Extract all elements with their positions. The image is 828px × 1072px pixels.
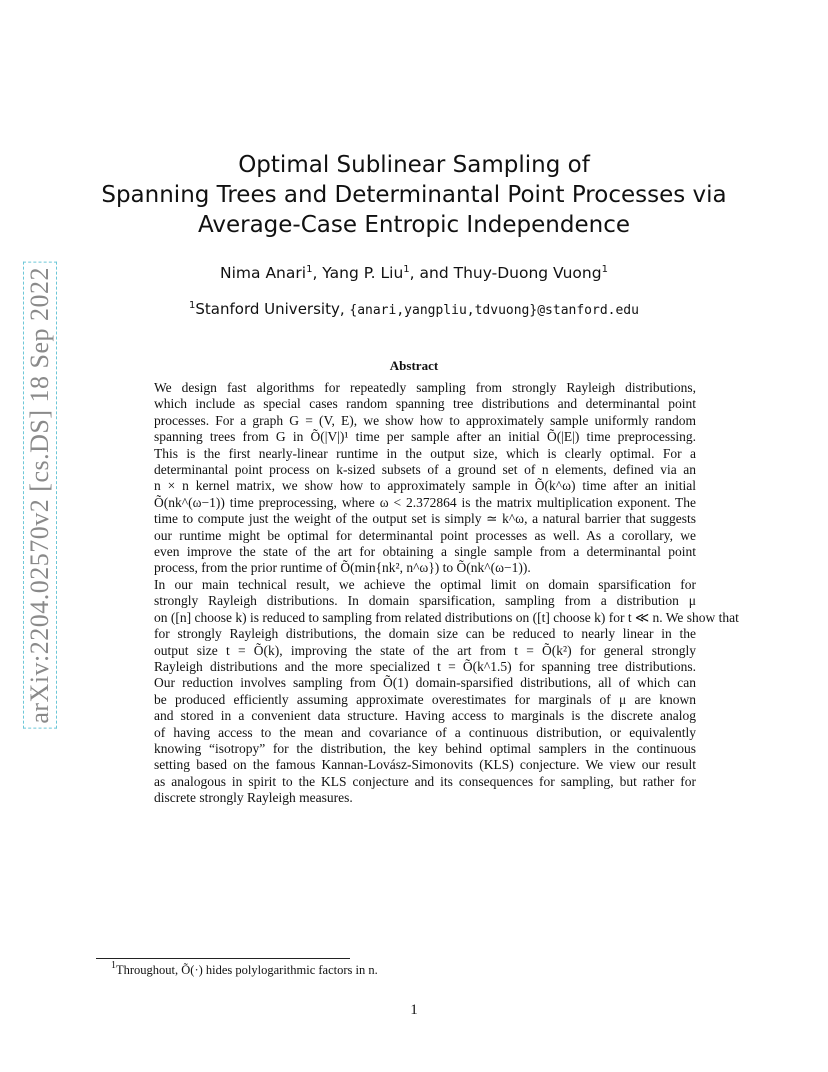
abstract-line: even improve the state of the art for obtaining a single sample from a determinantal point — [154, 544, 696, 560]
abstract-line: In our main technical result, we achieve the optimal limit on domain sparsification for — [154, 576, 696, 592]
abstract-line: output size t = Õ(k), improving the state of the art from t = Õ(k²) for general strongly — [154, 642, 696, 658]
title-line: Optimal Sublinear Sampling of — [238, 152, 590, 178]
abstract-line: our runtime might be optimal for determinantal point processes as well. As a corollary, we — [154, 527, 696, 543]
abstract-line: which include as special cases random spanning tree distributions and determinantal point — [154, 396, 696, 412]
abstract-heading: Abstract — [389, 358, 439, 373]
author-list: Nima Anari$^1$, Yang P. Liu$^1$, and Thuy-Duong Vuong$^1$ — [220, 264, 608, 282]
abstract-line: Õ(nk^(ω−1)) time preprocessing, where ω < 2.372864 is the matrix multiplication exponent. The — [154, 494, 696, 510]
abstract-line: of having access to the mean and covariance of a continuous distribution, or equivalently — [154, 724, 696, 740]
abstract-line: This is the first nearly-linear runtime in the output size, which is clearly optimal. For a — [154, 445, 696, 461]
abstract-line: We design fast algorithms for repeatedly sampling from strongly Rayleigh distributions, — [154, 380, 696, 395]
abstract-line: processes. For a graph G = (V, E), we show how to approximately sample uniformly random — [154, 412, 696, 428]
abstract-line: strongly Rayleigh distributions. In domain sparsification, sampling from a distribution μ — [154, 593, 696, 609]
abstract-line: setting based on the famous Kannan-Lovász-Simonovits (KLS) conjecture. We view our result — [154, 757, 696, 773]
footnote-divider — [96, 958, 350, 959]
arxiv-side-stamp — [22, 260, 58, 730]
abstract-line: as analogous in spirit to the KLS conjecture and its consequences for sampling, but rather for — [154, 773, 696, 789]
abstract-line: discrete strongly Rayleigh measures. — [154, 790, 353, 806]
affiliation-mark: 1 — [601, 264, 608, 275]
affiliation-mark: 1 — [189, 300, 196, 311]
author-name: Yang P. Liu — [322, 264, 404, 282]
affiliation-line — [80, 300, 748, 318]
footnote — [111, 960, 378, 978]
abstract-line: for strongly Rayleigh distributions, the domain size can be reduced to nearly linear in the — [154, 626, 696, 642]
abstract-line: n × n kernel matrix, we show how to approximately sample in Õ(k^ω) time after an initial — [154, 478, 696, 494]
affiliation-mark: 1 — [403, 264, 410, 275]
title-line: Average-Case Entropic Independence — [197, 212, 630, 238]
footnote-text: Throughout, Õ(·) hides polylogarithmic factors in n. — [116, 963, 378, 977]
abstract-line: be produced efficiently assuming approximate overestimates for marginals of μ are known — [154, 691, 696, 707]
affiliation-institution: Stanford University, — [195, 300, 350, 318]
abstract-line: Rayleigh distributions and the more specialized t = Õ(k^1.5) for spanning tree distributions. — [154, 658, 696, 674]
author-name: Nima Anari — [220, 264, 307, 282]
arxiv-identifier: arXiv:2204.02570v2 [cs.DS] 18 Sep 2022 — [23, 262, 57, 729]
abstract-paragraph — [133, 576, 739, 807]
paper-title — [100, 150, 728, 240]
page-number: 1 — [410, 1002, 418, 1018]
abstract-line: on ([n] choose k) is reduced to sampling from related distributions on ([t] choose k) for t ≪ n. We show that — [154, 609, 739, 625]
abstract-line: process, from the prior runtime of Õ(min{nk², n^ω}) to Õ(nk^(ω−1)). — [154, 560, 531, 576]
abstract-line: and stored in a convenient data structure. Having access to marginals is the discrete analog — [154, 708, 696, 724]
author-emails: {anari,yangpliu,tdvuong}@stanford.edu — [349, 303, 639, 318]
author-name: and Thuy-Duong Vuong — [419, 264, 602, 282]
abstract-line: determinantal point process on k-sized subsets of a ground set of n elements, defined via an — [154, 462, 696, 478]
abstract-line: time to compute just the weight of the output set is simply ≃ k^ω, a natural barrier that suggests — [154, 511, 696, 527]
abstract-paragraph — [133, 380, 696, 577]
abstract-body — [133, 380, 739, 807]
affiliation-mark: 1 — [306, 264, 313, 275]
abstract-line: Our reduction involves sampling from Õ(1) domain-sparsified distributions, all of which can — [154, 675, 696, 691]
abstract-line: spanning trees from G in Õ(|V|)¹ time per sample after an initial Õ(|E|) time preprocessing. — [154, 429, 696, 445]
footnote-mark: 1 — [111, 960, 116, 971]
title-line: Spanning Trees and Determinantal Point Processes via — [101, 182, 727, 208]
abstract-line: knowing “isotropy” for the distribution, the key behind optimal samplers in the continuous — [154, 740, 696, 756]
